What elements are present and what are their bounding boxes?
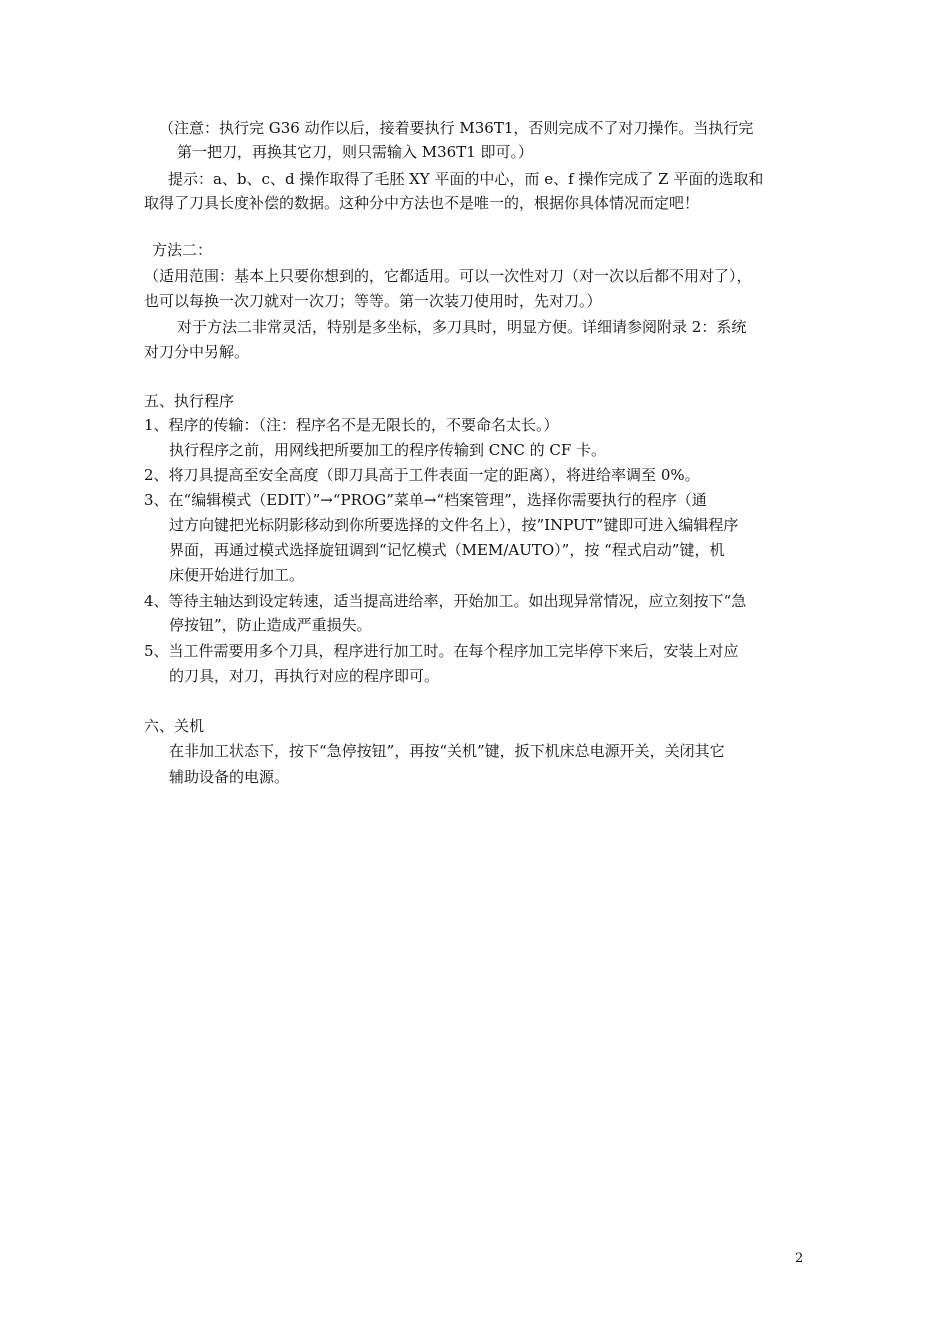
section-six-heading: 六、关机 (144, 717, 205, 735)
page-number: 2 (795, 1251, 804, 1266)
step-1-line-1: 1、程序的传输：（注：程序名不是无限长的，不要命名太长。） (144, 416, 559, 434)
step-3-line-4: 床便开始进行加工。 (169, 566, 305, 584)
note-line-1: （注意：执行完 G36 动作以后，接着要执行 M36T1，否则完成不了对刀操作。当执行完 (159, 119, 754, 137)
step-5-line-1: 5、当工件需要用多个刀具，程序进行加工时。在每个程序加工完毕停下来后，安装上对应 (144, 642, 739, 660)
step-2-line-1: 2、将刀具提高至安全高度（即刀具高于工件表面一定的距离），将进给率调至 0%。 (144, 466, 700, 484)
step-3-line-1: 3、在“编辑模式（EDIT）”→“PROG”菜单→“档案管理”，选择你需要执行的程序（通 (144, 491, 707, 509)
method-two-line-2: 对刀分中另解。 (144, 343, 250, 361)
scope-line-2: 也可以每换一次刀就对一次刀；等等。第一次装刀使用时，先对刀。） (144, 292, 602, 310)
step-5-line-2: 的刀具，对刀，再执行对应的程序即可。 (169, 667, 440, 685)
hint-line-2: 取得了刀具长度补偿的数据。这种分中方法也不是唯一的，根据你具体情况而定吧！ (144, 194, 700, 212)
step-3-line-3: 界面，再通过模式选择旋钮调到“记忆模式（MEM/AUTO）”，按 “程式启动”键，机 (169, 541, 725, 559)
section-five-heading: 五、执行程序 (144, 392, 235, 410)
step-3-line-2: 过方向键把光标阴影移动到你所要选择的文件名上），按”INPUT”键即可进入编辑程序 (169, 516, 739, 534)
step-1-line-2: 执行程序之前，用网线把所要加工的程序传输到 CNC 的 CF 卡。 (169, 441, 607, 459)
step-4-line-1: 4、等待主轴达到设定转速，适当提高进给率，开始加工。如出现异常情况，应立刻按下“急 (144, 592, 747, 610)
method-two-line-1: 对于方法二非常灵活，特别是多坐标，多刀具时，明显方便。详细请参阅附录 2：系统 (177, 318, 747, 336)
shutdown-line-2: 辅助设备的电源。 (169, 768, 290, 786)
step-4-line-2: 停按钮”，防止造成严重损失。 (169, 616, 372, 634)
note-line-2: 第一把刀，再换其它刀，则只需输入 M36T1 即可。） (177, 143, 534, 161)
method-two-heading: 方法二： (152, 241, 213, 259)
scope-line-1: （适用范围：基本上只要你想到的，它都适用。可以一次性对刀（对一次以后都不用对了）， (144, 267, 752, 285)
shutdown-line-1: 在非加工状态下，按下“急停按钮”，再按“关机”键，扳下机床总电源开关，关闭其它 (169, 742, 725, 760)
hint-line-1: 提示：a、b、c、d 操作取得了毛胚 XY 平面的中心，而 e、f 操作完成了 Z 平面的选取和 (168, 170, 764, 188)
